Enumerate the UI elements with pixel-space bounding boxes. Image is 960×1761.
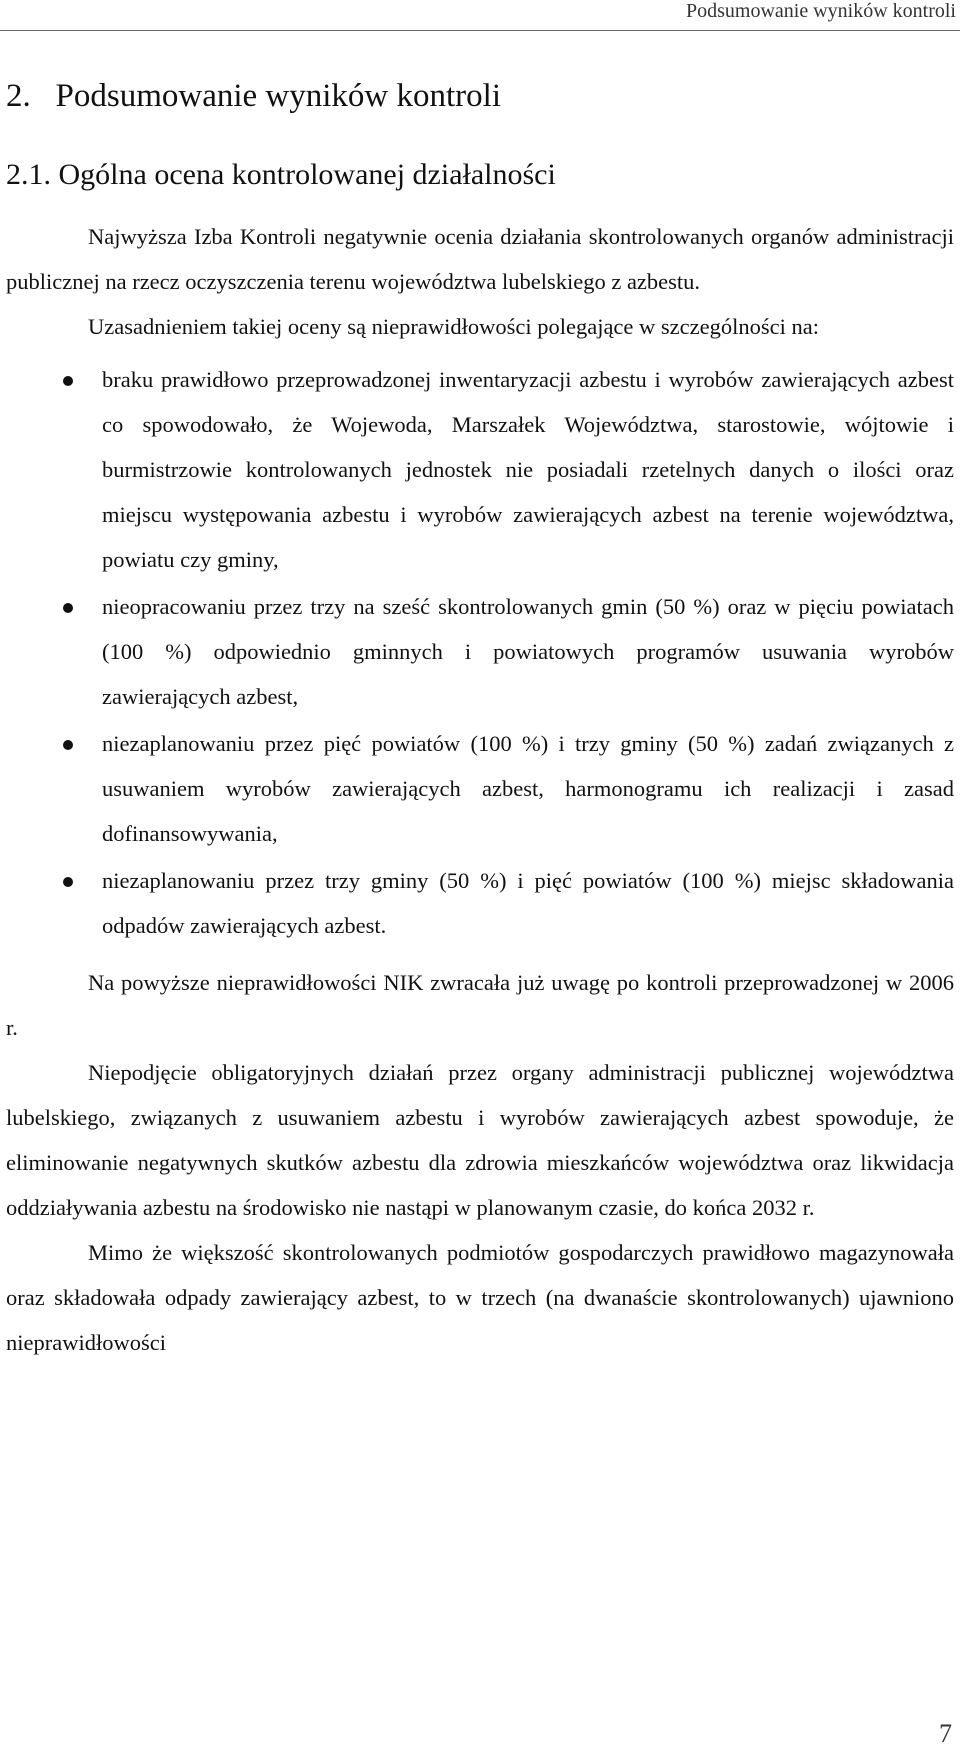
section-heading <box>6 78 501 115</box>
subsection-heading <box>6 158 556 192</box>
bullet-icon <box>63 877 73 887</box>
section-title: Podsumowanie wyników kontroli <box>55 78 501 114</box>
paragraph: Na powyższe nieprawidłowości NIK zwracała już uwagę po kontroli przeprowadzonej w 2006 r. <box>6 970 954 1040</box>
paragraph: Najwyższa Izba Kontroli negatywnie ocenia działania skontrolowanych organów administracji publicznej na rzecz oczyszczenia terenu województwa lubelskiego z azbestu. <box>6 224 954 294</box>
list-item-text: niezaplanowaniu przez trzy gminy (50 %) i pięć powiatów (100 %) miejsc składowania odpadów zawierających azbest. <box>102 868 954 938</box>
subsection-title: Ogólna ocena kontrolowanej działalności <box>58 158 556 191</box>
bullet-icon <box>63 603 73 613</box>
subsection-number: 2.1. <box>6 158 51 191</box>
paragraph: Niepodjęcie obligatoryjnych działań przez organy administracji publicznej województwa lubelskiego, związanych z usuwaniem azbestu i wyrobów zawierających azbest spowoduje, że eliminowanie negatywnych skutków azbestu dla zdrowia mieszkańców województwa oraz likwidacja oddziaływania azbestu na środowisko nie nastąpi w planowanym czasie, do końca 2032 r. <box>6 1060 954 1220</box>
bullet-icon <box>63 376 73 386</box>
header-rule <box>0 30 960 31</box>
running-header: Podsumowanie wyników kontroli <box>686 0 956 22</box>
list-item <box>6 858 954 948</box>
bullet-icon <box>63 740 73 750</box>
page-number: 7 <box>939 1719 952 1748</box>
document-body <box>6 214 954 1365</box>
list-item <box>6 357 954 582</box>
list-item <box>6 584 954 719</box>
section-number: 2. <box>6 78 31 114</box>
findings-list <box>6 357 954 948</box>
paragraph: Mimo że większość skontrolowanych podmiotów gospodarczych prawidłowo magazynowała oraz składowała odpady zawierający azbest, to w trzech (na dwanaście skontrolowanych) ujawniono nieprawidłowości <box>6 1240 954 1355</box>
list-item-text: braku prawidłowo przeprowadzonej inwentaryzacji azbestu i wyrobów zawierających azbest co spowodowało, że Wojewoda, Marszałek Województwa, starostowie, wójtowie i burmistrzowie kontrolowanych jednostek nie posiadali rzetelnych danych o ilości oraz miejscu występowania azbestu i wyrobów zawierających azbest na terenie województwa, powiatu czy gminy, <box>102 367 954 572</box>
list-item-text: nieopracowaniu przez trzy na sześć skontrolowanych gmin (50 %) oraz w pięciu powiatach (100 %) odpowiednio gminnych i powiatowych programów usuwania wyrobów zawierających azbest, <box>102 594 954 709</box>
list-item-text: niezaplanowaniu przez pięć powiatów (100 %) i trzy gminy (50 %) zadań związanych z usuwaniem wyrobów zawierających azbest, harmonogramu ich realizacji i zasad dofinansowywania, <box>102 731 954 846</box>
paragraph: Uzasadnieniem takiej oceny są nieprawidłowości polegające w szczególności na: <box>88 314 819 339</box>
list-item <box>6 721 954 856</box>
